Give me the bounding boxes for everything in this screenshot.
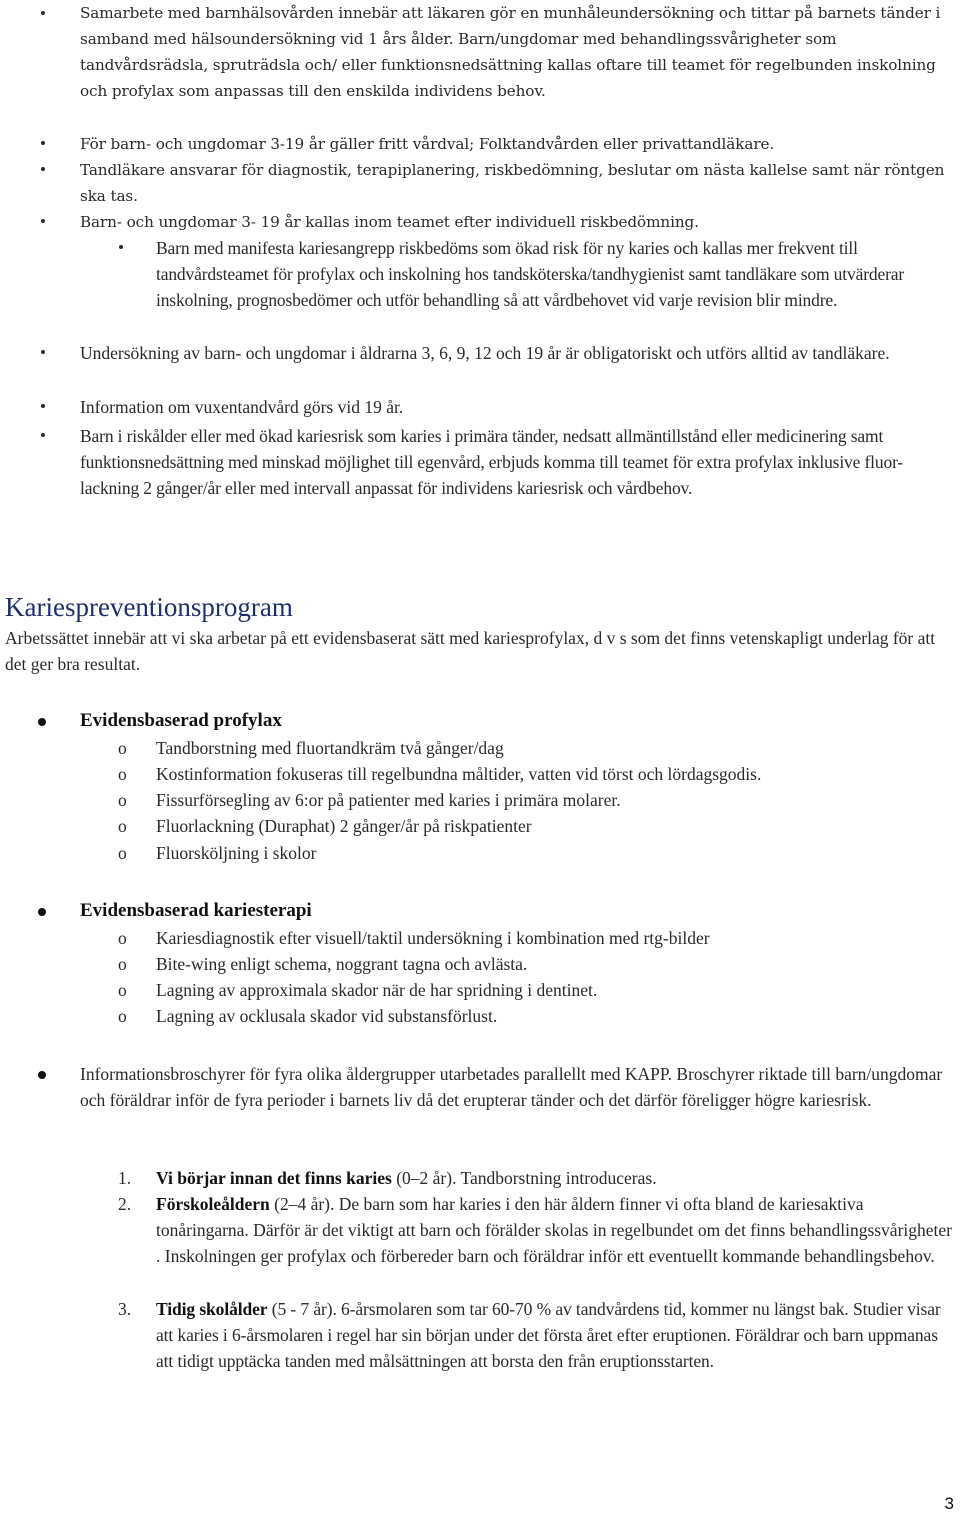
- bullet-marker: [38, 718, 46, 726]
- section-intro: Arbetssättet innebär att vi ska arbetar på ett evidensbaserat sätt med kariesprofylax, d v s som det finns vetenskapligt underlag för att det ger bra resultat.: [5, 628, 936, 674]
- bullet-riskalder: Barn i riskålder eller med ökad kariesrisk som karies i primära tänder, nedsatt allmäntillstånd eller medicinering samt funktionsnedsättning med minskad möjlighet till egenvård, erbjuds komma till teamet för extra profylax inklusive fluor-lackning 2 gånger/år eller med intervall anpassat för individens kariesrisk och vårdbehov.: [80, 426, 904, 498]
- list-number: 2.: [118, 1194, 132, 1214]
- bullet-marker: [41, 350, 45, 354]
- numbered-item-3: [156, 1296, 956, 1374]
- numbered-item-1: [156, 1165, 954, 1191]
- bullet-marker: [38, 908, 46, 916]
- list-marker-o: o: [118, 790, 127, 810]
- bullet-marker: [41, 11, 45, 15]
- profylax-item: Fissurförsegling av 6:or på patienter med karies i primära molarer.: [156, 790, 621, 810]
- section-heading: Kariespreventionsprogram: [5, 592, 293, 622]
- kariesterapi-item: Kariesdiagnostik efter visuell/taktil undersökning i kombination med rtg-bilder: [156, 928, 710, 948]
- nested-bullet-marker: [119, 245, 123, 249]
- kariesterapi-item: Lagning av ocklusala skador vid substansförlust.: [156, 1006, 498, 1026]
- numbered-item-text: (5 - 7 år). 6-årsmolaren som tar 60-70 % av tandvårdens tid, kommer nu längst bak. Studier visar att karies i 6-årsmolaren i regel har sin början under det första året efter eruptionen. Föräldrar och barn uppmanas att tidigt upptäcka tanden med målsättningen att borsta den från eruptionsstarten.: [156, 1299, 941, 1371]
- bullet-undersokning: Undersökning av barn- och ungdomar i åldrarna 3, 6, 9, 12 och 19 år är obligatoriskt och utförs alltid av tandläkare.: [80, 343, 890, 363]
- list-marker-o: o: [118, 980, 127, 1000]
- kariesterapi-item: Lagning av approximala skador när de har spridning i dentinet.: [156, 980, 598, 1000]
- list-marker-o: o: [118, 954, 127, 974]
- bullet-vuxentandvard: Information om vuxentandvård görs vid 19 år.: [80, 397, 404, 417]
- page-number: 3: [944, 1494, 954, 1513]
- numbered-item-2: [156, 1191, 954, 1269]
- numbered-item-title: Vi börjar innan det finns karies: [156, 1168, 392, 1188]
- list-marker-o: o: [118, 843, 127, 863]
- bullet-marker: [41, 167, 45, 171]
- nested-bullet-kariesangrepp: Barn med manifesta kariesangrepp riskbedöms som ökad risk för ny karies och kallas mer frekvent till tandvårdsteamet för profylax och inskolning hos tandsköterska/tandhygienist samt tandläkare som utvärderar inskolning, prognosbedömer och utför behandling så att vårdbehovet vid varje revision blir mindre.: [156, 238, 905, 310]
- group-title-profylax: Evidensbaserad profylax: [80, 710, 282, 731]
- list-marker-o: o: [118, 816, 127, 836]
- profylax-item: Fluorsköljning i skolor: [156, 843, 317, 863]
- list-number: 1.: [118, 1168, 132, 1188]
- kariesterapi-item: Bite-wing enligt schema, noggrant tagna och avlästa.: [156, 954, 528, 974]
- numbered-item-title: Tidig skolålder: [156, 1299, 268, 1319]
- profylax-item: Kostinformation fokuseras till regelbundna måltider, vatten vid törst och lördagsgodis.: [156, 764, 762, 784]
- list-marker-o: o: [118, 764, 127, 784]
- list-marker-o: o: [118, 738, 127, 758]
- group-title-kariesterapi: Evidensbaserad kariesterapi: [80, 900, 312, 921]
- numbered-item-text: (2–4 år). De barn som har karies i den här åldern finner vi ofta bland de kariesaktiva tonåringarna. Därför är det viktigt att barn och förälder skolas in regelbundet om det finns behandlingssvårigheter . Inskolningen ger profylax och förbereder barn och föräldrar inför ett eventuellt kommande behandlingsbehov.: [156, 1194, 952, 1266]
- bullet-marker: [41, 219, 45, 223]
- profylax-item: Tandborstning med fluortandkräm två gånger/dag: [156, 738, 504, 758]
- bullet-tandlakare-ansvar: Tandläkare ansvarar för diagnostik, terapiplanering, riskbedömning, beslutar om nästa kallelse samt när röntgen ska tas.: [80, 161, 945, 205]
- numbered-item-text: (0–2 år). Tandborstning introduceras.: [391, 1168, 657, 1188]
- list-marker-o: o: [118, 1006, 127, 1026]
- bullet-marker: [41, 433, 45, 437]
- profylax-item: Fluorlackning (Duraphat) 2 gånger/år på riskpatienter: [156, 816, 532, 836]
- bullet-marker: [41, 141, 45, 145]
- list-marker-o: o: [118, 928, 127, 948]
- bullet-marker: [41, 404, 45, 408]
- bullet-riskbedomning: Barn- och ungdomar 3- 19 år kallas inom teamet efter individuell riskbedömning.: [80, 213, 699, 231]
- bullet-marker: [38, 1071, 46, 1079]
- list-number: 3.: [118, 1299, 132, 1319]
- numbered-item-title: Förskoleåldern: [156, 1194, 270, 1214]
- info-brochures: Informationsbroschyrer för fyra olika åldergrupper utarbetades parallellt med KAPP. Broschyrer riktade till barn/ungdomar och föräldrar inför de fyra perioder i barnets liv då det erupterar tänder och det därför föreligger högre kariesrisk.: [80, 1064, 943, 1110]
- bullet-fritt-vardval: För barn- och ungdomar 3-19 år gäller fritt vårdval; Folktandvården eller privattandläkare.: [80, 135, 775, 153]
- bullet-barnhalsovard: Samarbete med barnhälsovården innebär att läkaren gör en munhåleundersökning och tittar på barnets tänder i samband med hälsoundersökning vid 1 års ålder. Barn/ungdomar med behandlingssvårigheter som tandvårdsrädsla, spruträdsla och/ eller funktionsnedsättning kallas oftare till teamet för regelbunden inskolning och profylax som anpassas till den enskilda individens behov.: [80, 4, 941, 100]
